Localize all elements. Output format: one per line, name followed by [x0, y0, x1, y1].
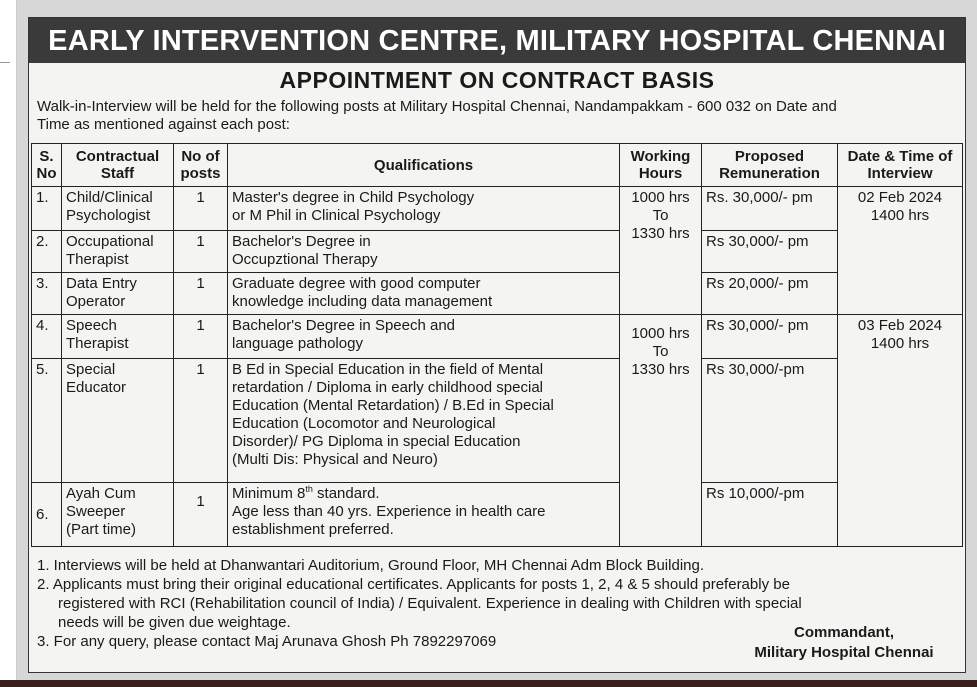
- col-rem-line: Proposed: [734, 148, 805, 165]
- col-posts: [174, 144, 228, 187]
- row-sno: 5.: [32, 359, 62, 483]
- col-date: [838, 144, 963, 187]
- col-hours: [620, 144, 702, 187]
- note-item: [37, 556, 963, 575]
- table-row: [32, 359, 963, 483]
- qual-line: Education (Mental Retardation) / B.Ed in Special: [232, 397, 554, 414]
- note-item: [37, 575, 963, 594]
- col-staff-line: Contractual: [75, 148, 160, 165]
- qual-line: Age less than 40 yrs. Experience in health care: [232, 503, 546, 520]
- staff-line: Ayah Cum: [66, 485, 136, 502]
- row-qualification: [228, 231, 620, 273]
- row-remuneration: Rs 30,000/- pm: [702, 315, 838, 359]
- qual-line: establishment preferred.: [232, 521, 394, 538]
- col-posts-line: No of: [181, 148, 220, 165]
- staff-line: Operator: [66, 293, 126, 310]
- group-interview-date: [838, 187, 963, 315]
- row-posts: 1: [174, 231, 228, 273]
- row-sno: 4.: [32, 315, 62, 359]
- col-staff: [62, 144, 174, 187]
- qual-line: retardation / Diploma in early childhood special: [232, 379, 544, 396]
- interview-time: 1400 hrs: [870, 335, 930, 352]
- qual-line: (Multi Dis: Physical and Neuro): [232, 451, 438, 468]
- note-continuation: registered with RCI (Rehabilitation council of India) / Equivalent. Experience in dealing with Children with special: [58, 595, 802, 612]
- hours-line: To: [652, 343, 669, 360]
- col-rem-line: Remuneration: [719, 165, 820, 182]
- row-sno: 1.: [32, 187, 62, 231]
- row-sno: 3.: [32, 273, 62, 315]
- qual-line: Master's degree in Child Psychology: [232, 189, 475, 206]
- hours-line: 1000 hrs: [631, 325, 690, 342]
- qual-superscript: th: [305, 484, 313, 494]
- staff-line: Child/Clinical: [66, 189, 153, 206]
- interview-date: 02 Feb 2024: [857, 189, 943, 206]
- qual-line: Disorder)/ PG Diploma in special Education: [232, 433, 521, 450]
- signature-org: Military Hospital Chennai: [754, 644, 934, 661]
- qual-line: knowledge including data management: [232, 293, 493, 310]
- intro-line-2: Time as mentioned against each post:: [37, 116, 290, 133]
- note-number: 2.: [37, 576, 50, 593]
- intro-text: [37, 98, 959, 134]
- row-qualification: [228, 187, 620, 231]
- group-hours: [620, 187, 702, 315]
- table-header-row: [32, 144, 963, 187]
- posts-table: [31, 143, 963, 547]
- note-continuation: needs will be given due weightage.: [58, 614, 291, 631]
- staff-line: (Part time): [66, 521, 137, 538]
- interview-time: 1400 hrs: [870, 207, 930, 224]
- staff-line: Occupational: [66, 233, 154, 250]
- row-qualification: [228, 315, 620, 359]
- staff-line: Sweeper: [66, 503, 126, 520]
- table-row: [32, 187, 963, 231]
- col-date-line: Date & Time of: [847, 148, 953, 165]
- row-sno: 2.: [32, 231, 62, 273]
- signature-title: Commandant,: [793, 624, 894, 641]
- table-row: [32, 315, 963, 359]
- hours-line: To: [652, 207, 669, 224]
- staff-line: Therapist: [66, 335, 129, 352]
- qual-line: Bachelor's Degree in Speech and: [232, 317, 456, 334]
- qual-line: Education (Locomotor and Neurological: [232, 415, 496, 432]
- col-sno: [32, 144, 62, 187]
- col-sno-line: No: [36, 165, 57, 182]
- hours-line: 1330 hrs: [631, 361, 690, 378]
- row-sno: 6.: [32, 483, 62, 547]
- qual-text: standard.: [312, 485, 380, 502]
- row-staff: [62, 273, 174, 315]
- staff-line: Data Entry: [66, 275, 137, 292]
- row-staff: [62, 315, 174, 359]
- row-remuneration: Rs 10,000/-pm: [702, 483, 838, 547]
- row-qualification: [228, 483, 620, 547]
- row-staff: [62, 231, 174, 273]
- group-hours: [620, 315, 702, 547]
- bottom-edge: [0, 680, 977, 687]
- qual-line: Graduate degree with good computer: [232, 275, 481, 292]
- advertisement: [28, 17, 966, 673]
- note-number: 1.: [37, 557, 50, 574]
- row-staff: [62, 187, 174, 231]
- col-remuneration: [702, 144, 838, 187]
- qual-line: or M Phil in Clinical Psychology: [232, 207, 441, 224]
- row-remuneration: Rs 20,000/- pm: [702, 273, 838, 315]
- row-posts: 1: [174, 359, 228, 483]
- table-row: [32, 231, 963, 273]
- hours-line: 1330 hrs: [631, 225, 690, 242]
- table-row: [32, 273, 963, 315]
- col-posts-line: posts: [180, 165, 221, 182]
- signature-block: [735, 623, 953, 663]
- row-remuneration: Rs 30,000/- pm: [702, 231, 838, 273]
- intro-line-1: Walk-in-Interview will be held for the following posts at Military Hospital Chennai, Nandampakkam - 600 032 on Date and: [37, 98, 837, 115]
- row-remuneration: Rs 30,000/-pm: [702, 359, 838, 483]
- note-text: For any query, please contact Maj Arunava Ghosh Ph 7892297069: [49, 633, 497, 650]
- qual-line: B Ed in Special Education in the field of Mental: [232, 361, 544, 378]
- qual-line: language pathology: [232, 335, 363, 352]
- col-hours-line: Hours: [638, 165, 683, 182]
- banner-title: EARLY INTERVENTION CENTRE, MILITARY HOSPITAL CHENNAI: [29, 18, 965, 63]
- staff-line: Educator: [66, 379, 127, 396]
- qual-line: [232, 485, 615, 503]
- row-qualification: [228, 359, 620, 483]
- table-row: [32, 483, 963, 547]
- staff-line: Therapist: [66, 251, 129, 268]
- hours-line: 1000 hrs: [631, 189, 690, 206]
- staff-line: Speech: [66, 317, 117, 334]
- interview-date: 03 Feb 2024: [857, 317, 943, 334]
- col-hours-line: Working: [630, 148, 691, 165]
- row-staff: [62, 359, 174, 483]
- row-posts: 1: [174, 483, 228, 547]
- margin-tick: [0, 62, 10, 63]
- left-page-margin: [0, 0, 17, 687]
- staff-line: Psychologist: [66, 207, 151, 224]
- qual-line: Bachelor's Degree in: [232, 233, 371, 250]
- col-staff-line: Staff: [100, 165, 135, 182]
- col-sno-line: S.: [39, 148, 54, 165]
- note-text: Interviews will be held at Dhanwantari Auditorium, Ground Floor, MH Chennai Adm Block Building.: [49, 557, 705, 574]
- row-remuneration: Rs. 30,000/- pm: [702, 187, 838, 231]
- staff-line: Special: [66, 361, 116, 378]
- row-posts: 1: [174, 315, 228, 359]
- subtitle: APPOINTMENT ON CONTRACT BASIS: [279, 67, 715, 93]
- col-qualifications: Qualifications: [228, 144, 620, 187]
- row-qualification: [228, 273, 620, 315]
- row-posts: 1: [174, 187, 228, 231]
- qual-text: Minimum 8: [232, 485, 306, 502]
- row-staff: [62, 483, 174, 547]
- row-posts: 1: [174, 273, 228, 315]
- qual-line: Occupztional Therapy: [232, 251, 378, 268]
- note-text: Applicants must bring their original educational certificates. Applicants for posts 1, 2, 4 & 5 should preferably be: [49, 576, 790, 593]
- group-interview-date: [838, 315, 963, 547]
- col-date-line: Interview: [867, 165, 933, 182]
- note-number: 3.: [37, 633, 50, 650]
